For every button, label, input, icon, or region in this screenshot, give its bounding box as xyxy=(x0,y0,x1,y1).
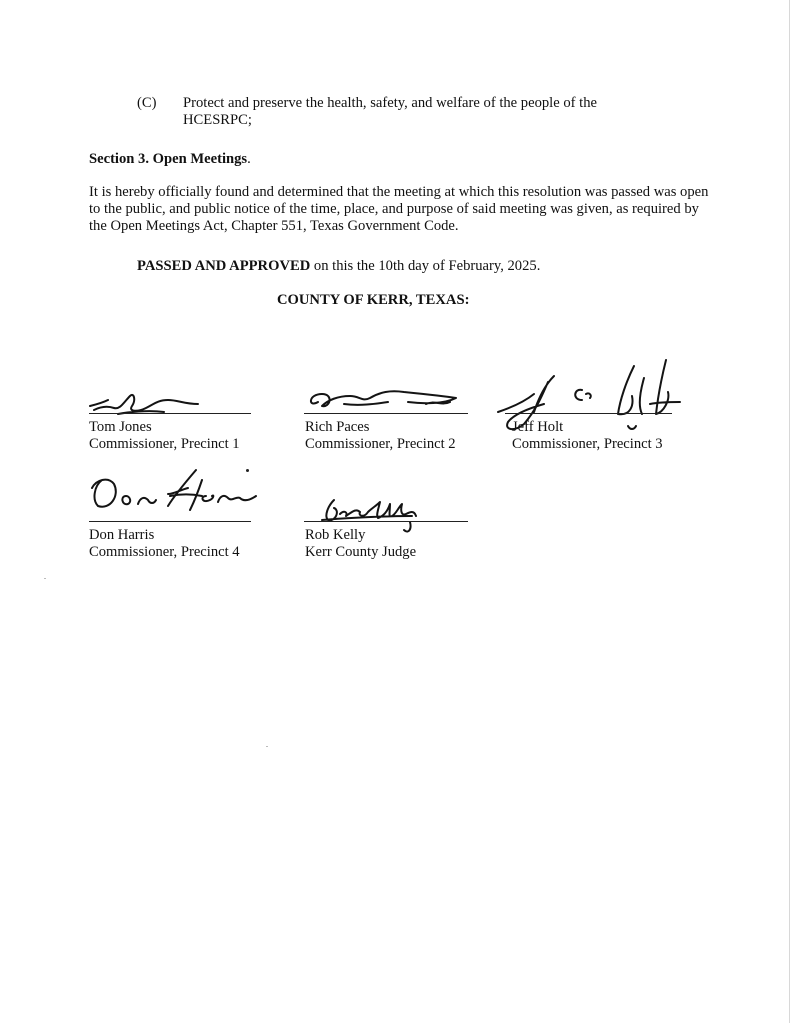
signatory-name-3: Jeff Holt xyxy=(512,419,564,435)
signatory-title-4: Commissioner, Precinct 4 xyxy=(89,544,240,560)
signature-line-5 xyxy=(304,521,468,522)
signature-line-3 xyxy=(505,413,672,414)
signature-dot xyxy=(246,469,249,472)
signature-rich-paces xyxy=(304,382,464,416)
list-item-label: (C) xyxy=(137,95,157,111)
signatory-name-5: Rob Kelly xyxy=(305,527,366,543)
signatory-name-4: Don Harris xyxy=(89,527,155,543)
signatory-title-2: Commissioner, Precinct 2 xyxy=(305,436,456,452)
scan-speck xyxy=(266,746,268,747)
signatory-title-5: Kerr County Judge xyxy=(305,544,417,560)
section-heading-text: Section 3. Open Meetings xyxy=(89,151,248,167)
signature-line-1 xyxy=(89,413,251,414)
passed-approved-date: on this the 10th day of February, 2025. xyxy=(310,258,541,274)
signatory-title-3: Commissioner, Precinct 3 xyxy=(512,436,663,452)
passed-approved-bold: PASSED AND APPROVED xyxy=(137,258,311,274)
section-heading xyxy=(89,151,251,168)
signatory-name-1: Tom Jones xyxy=(89,419,152,435)
list-item-text: Protect and preserve the health, safety, and welfare of the people of the HCESRPC; xyxy=(183,95,597,128)
section-heading-period: . xyxy=(247,151,251,167)
county-heading: COUNTY OF KERR, TEXAS: xyxy=(277,292,470,308)
signatory-title-1: Commissioner, Precinct 1 xyxy=(89,436,240,452)
signature-line-2 xyxy=(304,413,468,414)
open-meetings-paragraph: It is hereby officially found and determined that the meeting at which this resolution was passed was open to the public, and public notice of the time, place, and purpose of said meeting was given, as required by the Open Meetings Act, Chapter 551, Texas Government Code. xyxy=(89,184,709,234)
signature-don-harris xyxy=(84,466,264,516)
scan-speck xyxy=(44,578,46,579)
passed-approved-line xyxy=(137,258,540,275)
page-edge xyxy=(789,0,790,1023)
signatory-name-2: Rich Paces xyxy=(305,419,370,435)
signature-line-4 xyxy=(89,521,251,522)
